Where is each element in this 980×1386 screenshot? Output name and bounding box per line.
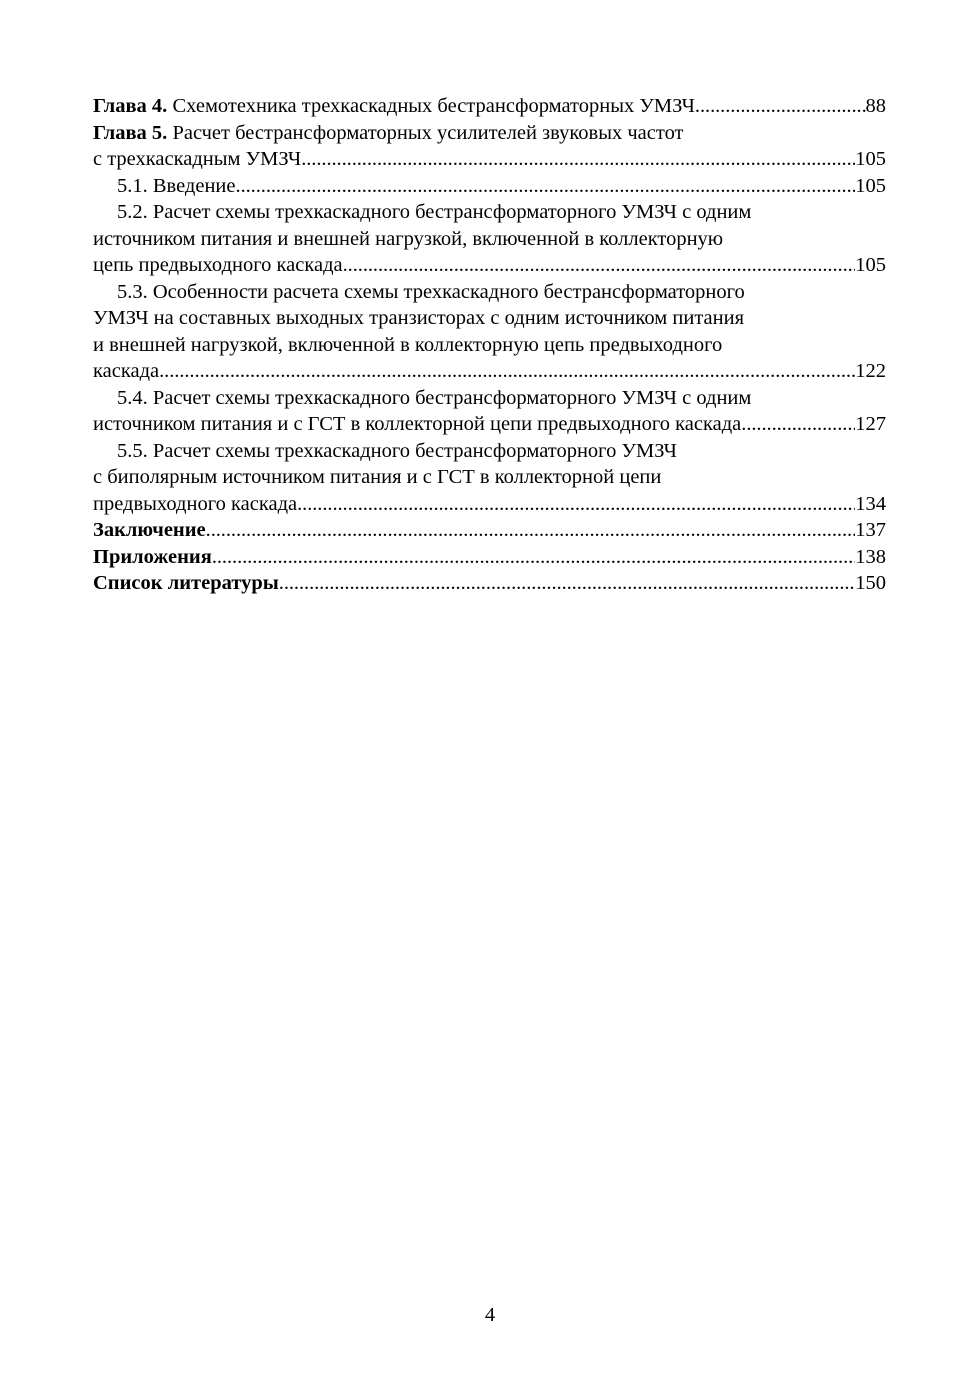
- appendices-title: Приложения: [93, 545, 212, 568]
- toc-entry-5-2: [93, 199, 886, 226]
- toc-entry-appendices: [93, 544, 886, 571]
- section-title-line: цепь предвыходного каскада: [93, 254, 343, 276]
- toc-entry-chapter-5: [93, 120, 886, 147]
- toc-entry-conclusion: [93, 517, 886, 544]
- section-title-line: предвыходного каскада: [93, 492, 298, 515]
- page-number: 134: [855, 492, 886, 515]
- dot-leader: [159, 358, 855, 385]
- toc-entry-5-2-cont: [93, 252, 886, 279]
- page-number: 122: [855, 360, 886, 382]
- toc-entry-label: [93, 544, 212, 571]
- table-of-contents: [93, 93, 886, 597]
- toc-entry-5-5: [93, 438, 886, 465]
- section-title-line: 5.3. Особенности расчета схемы трехкаскадного бестрансформаторного: [117, 280, 745, 303]
- toc-entry-references: [93, 570, 886, 597]
- page-number: 105: [855, 254, 886, 276]
- references-title: Список литературы: [93, 572, 279, 594]
- section-title-line: источником питания и внешней нагрузкой, включенной в коллекторную: [93, 227, 724, 250]
- dot-leader: [212, 544, 855, 571]
- section-title-line: 5.2. Расчет схемы трехкаскадного бестрансформаторного УМЗЧ с одним: [117, 201, 752, 223]
- toc-entry-5-5-cont: [93, 464, 886, 491]
- section-title-line: каскада: [93, 360, 160, 382]
- chapter-number: Глава 5.: [93, 121, 168, 144]
- toc-entry-5-3-cont: [93, 358, 886, 385]
- dot-leader: [301, 146, 855, 173]
- dot-leader: [297, 491, 855, 518]
- chapter-number: Глава 4.: [93, 95, 168, 117]
- section-title-line: и внешней нагрузкой, включенной в коллекторную цепь предвыходного: [93, 333, 723, 356]
- page-number: 127: [855, 413, 886, 435]
- toc-entry-chapter-5-cont: [93, 146, 886, 173]
- dot-leader: [343, 252, 856, 279]
- section-title-line: УМЗЧ на составных выходных транзисторах с одним источником питания: [93, 307, 745, 329]
- toc-entry-label: [93, 517, 206, 544]
- toc-entry-5-3-cont: [93, 305, 886, 332]
- section-title-line: 5.4. Расчет схемы трехкаскадного бестрансформаторного УМЗЧ с одним: [117, 386, 752, 409]
- toc-entry-5-4-cont: [93, 411, 886, 438]
- toc-entry-chapter-4: [93, 93, 886, 120]
- toc-entry-5-3: [93, 279, 886, 306]
- dot-leader: [206, 517, 856, 544]
- chapter-title-line: Расчет бестрансформаторных усилителей звуковых частот: [172, 121, 684, 144]
- dot-leader: [236, 173, 856, 200]
- section-title-line: 5.5. Расчет схемы трехкаскадного бестрансформаторного УМЗЧ: [117, 439, 678, 462]
- toc-entry-label: [93, 93, 695, 120]
- section-title: 5.1. Введение: [117, 174, 236, 197]
- page-footer-number: 4: [484, 1304, 496, 1326]
- chapter-title: Схемотехника трехкаскадных бестрансформаторных УМЗЧ: [172, 95, 695, 117]
- dot-leader: [741, 411, 855, 438]
- page-number: 105: [855, 174, 886, 197]
- toc-entry-label: [93, 120, 684, 147]
- section-title-line: с биполярным источником питания и с ГСТ в коллекторной цепи: [93, 466, 662, 488]
- dot-leader: [279, 570, 855, 597]
- toc-entry-5-1: [93, 173, 886, 200]
- page-number: 138: [855, 545, 886, 568]
- toc-entry-5-3-cont: [93, 332, 886, 359]
- toc-entry-5-5-cont: [93, 491, 886, 518]
- dot-leader: [695, 93, 866, 120]
- chapter-title-line: с трехкаскадным УМЗЧ: [93, 148, 302, 170]
- toc-entry-5-2-cont: [93, 226, 886, 253]
- conclusion-title: Заключение: [93, 519, 206, 541]
- page-number: 137: [855, 519, 886, 541]
- page-number: 150: [855, 572, 886, 594]
- section-title-line: источником питания и с ГСТ в коллекторной цепи предвыходного каскада: [93, 413, 742, 435]
- page-number: 105: [855, 148, 886, 170]
- page-number: 88: [865, 95, 886, 117]
- toc-entry-label: [93, 570, 279, 597]
- toc-entry-5-4: [93, 385, 886, 412]
